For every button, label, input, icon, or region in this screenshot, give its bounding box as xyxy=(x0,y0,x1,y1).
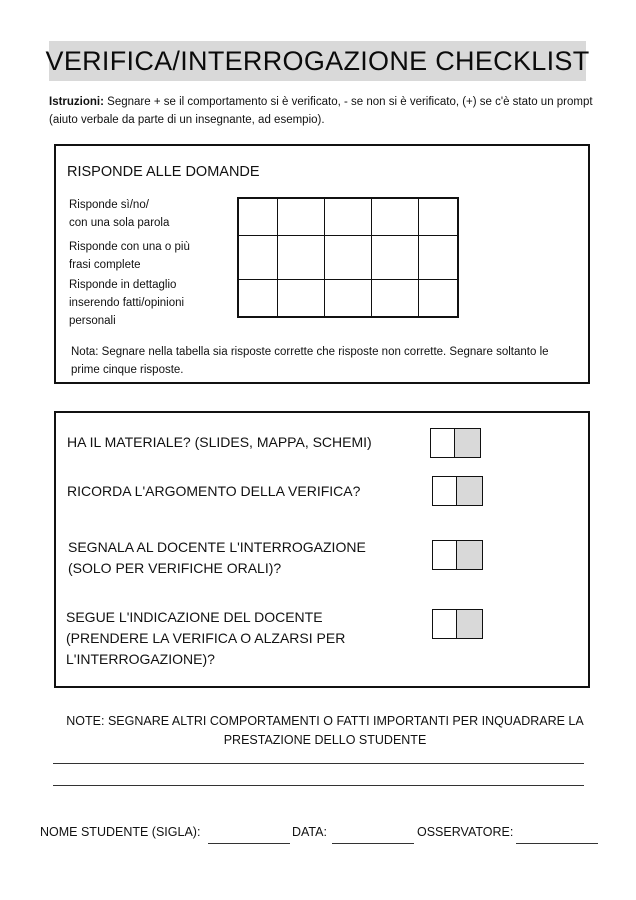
response-grid xyxy=(237,197,459,318)
checkbox-topic[interactable] xyxy=(432,476,483,506)
question-signal-teacher: SEGNALA AL DOCENTE L'INTERROGAZIONE (SOLO PER VERIFICHE ORALI)? xyxy=(68,539,366,576)
grid-cell[interactable] xyxy=(371,199,418,236)
grid-cell[interactable] xyxy=(278,279,325,316)
grid-cell[interactable] xyxy=(239,199,278,236)
instructions xyxy=(49,93,594,129)
grid-cell[interactable] xyxy=(371,236,418,280)
grid-note: Nota: Segnare nella tabella sia risposte corrette che risposte non corrette. Segnare soltanto le prime cinque risposte. xyxy=(71,346,549,376)
grid-cell[interactable] xyxy=(278,236,325,280)
instructions-text: Segnare + se il comportamento si è verificato, - se non si è verificato, (+) se c'è stato un prompt (aiuto verbale da parte di un insegnante, ad esempio). xyxy=(49,96,593,126)
grid-cell[interactable] xyxy=(239,279,278,316)
grid-cell[interactable] xyxy=(325,236,372,280)
row-label-short-answer: Risponde sì/no/ con una sola parola xyxy=(69,199,170,229)
question-follow-instruction: SEGUE L'INDICAZIONE DEL DOCENTE (PRENDERE LA VERIFICA O ALZARSI PER L'INTERROGAZIONE)? xyxy=(66,609,346,667)
grid-cell[interactable] xyxy=(371,279,418,316)
row-label-detailed-answer: Risponde in dettaglio inserendo fatti/opinioni personali xyxy=(69,279,185,327)
grid-cell[interactable] xyxy=(239,236,278,280)
question-material: HA IL MATERIALE? (SLIDES, MAPPA, SCHEMI) xyxy=(67,434,372,450)
question-topic: RICORDA L'ARGOMENTO DELLA VERIFICA? xyxy=(67,483,361,499)
grid-cell[interactable] xyxy=(278,199,325,236)
page-title: VERIFICA/INTERROGAZIONE CHECKLIST xyxy=(45,45,590,76)
answers-section-title: RISPONDE ALLE DOMANDE xyxy=(67,164,260,180)
instructions-label: Istruzioni: xyxy=(49,96,104,108)
title-banner xyxy=(45,41,590,81)
observer-field[interactable] xyxy=(516,843,598,844)
grid-cell[interactable] xyxy=(418,279,457,316)
checkbox-signal-teacher[interactable] xyxy=(432,540,483,570)
notes-line[interactable] xyxy=(53,785,584,786)
grid-cell[interactable] xyxy=(418,236,457,280)
date-label: DATA: xyxy=(292,825,327,839)
student-name-field[interactable] xyxy=(208,843,290,844)
date-field[interactable] xyxy=(332,843,414,844)
grid-cell[interactable] xyxy=(325,279,372,316)
grid-cell[interactable] xyxy=(325,199,372,236)
student-name-label: NOME STUDENTE (SIGLA): xyxy=(40,825,201,839)
checkbox-material[interactable] xyxy=(430,428,481,458)
notes-heading: NOTE: SEGNARE ALTRI COMPORTAMENTI O FATTI IMPORTANTI PER INQUADRARE LA PRESTAZIONE DELLO STUDENTE xyxy=(66,714,584,747)
checkbox-follow-instruction[interactable] xyxy=(432,609,483,639)
grid-cell[interactable] xyxy=(418,199,457,236)
notes-line[interactable] xyxy=(53,763,584,764)
observer-label: OSSERVATORE: xyxy=(417,825,514,839)
row-label-full-sentence: Risponde con una o più frasi complete xyxy=(69,241,190,271)
